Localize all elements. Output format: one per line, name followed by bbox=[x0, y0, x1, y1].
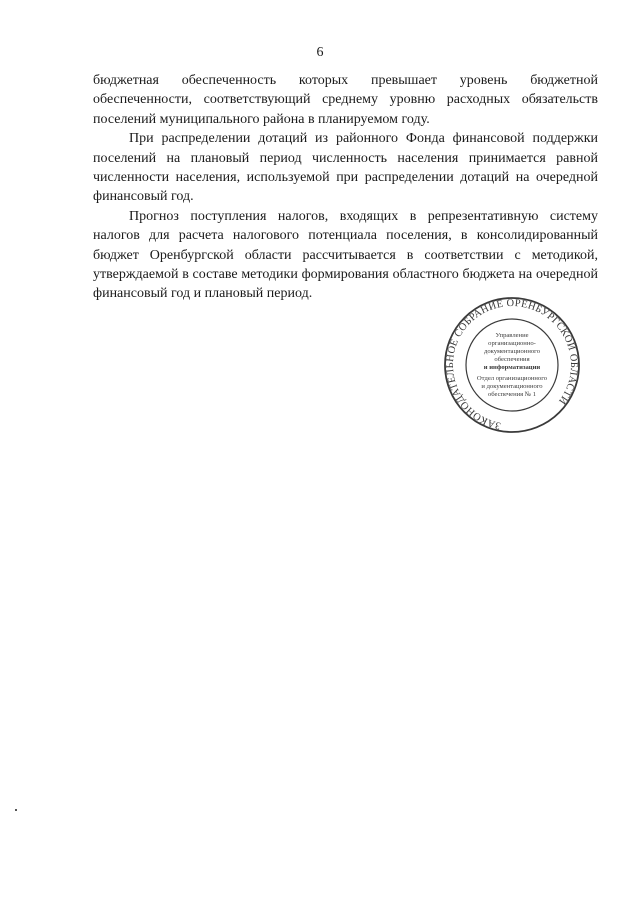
stamp-line-2: организационно- bbox=[488, 340, 536, 347]
stamp-line-5: и информатизации bbox=[483, 364, 541, 371]
official-stamp bbox=[443, 296, 581, 434]
page-number: 6 bbox=[316, 45, 324, 60]
stamp-line-3: документационного bbox=[483, 348, 541, 355]
stamp-line-6: Отдел организационного bbox=[476, 375, 548, 382]
stamp-line-4: обеспечения bbox=[494, 356, 530, 363]
stamp-line-8: обеспечения № 1 bbox=[487, 391, 537, 398]
paragraph-3: Прогноз поступления налогов, входящих в репрезентативную систему налогов для расчета налогового потенциала поселения, в консолидированный бюджет Оренбургской области рассчитывается в соответствии с методикой, утверждаемой в составе методики формирования областного бюджета на очередной финансовый год и плановый период. bbox=[93, 208, 598, 302]
paragraph-2: При распределении дотаций из районного Фонда финансовой поддержки поселений на плановый период численность населения принимается равной численности населения, используемой при распределении дотаций на очередной финансовый год. bbox=[93, 131, 598, 205]
stamp-ring-text: ЗАКОНОДАТЕЛЬНОЕ СОБРАНИЕ ОРЕНБУРГСКОЙ ОБЛАСТИ bbox=[444, 297, 580, 431]
stamp-line-1: Управление bbox=[495, 332, 529, 339]
scan-speck bbox=[15, 809, 17, 811]
paragraph-1: бюджетная обеспеченность которых превышает уровень бюджетной обеспеченности, соответствующий среднему уровню расходных обязательств поселений муниципального района в планируемом году. bbox=[93, 73, 598, 127]
document-body bbox=[93, 71, 598, 304]
stamp-line-7: и документационного bbox=[481, 383, 543, 390]
